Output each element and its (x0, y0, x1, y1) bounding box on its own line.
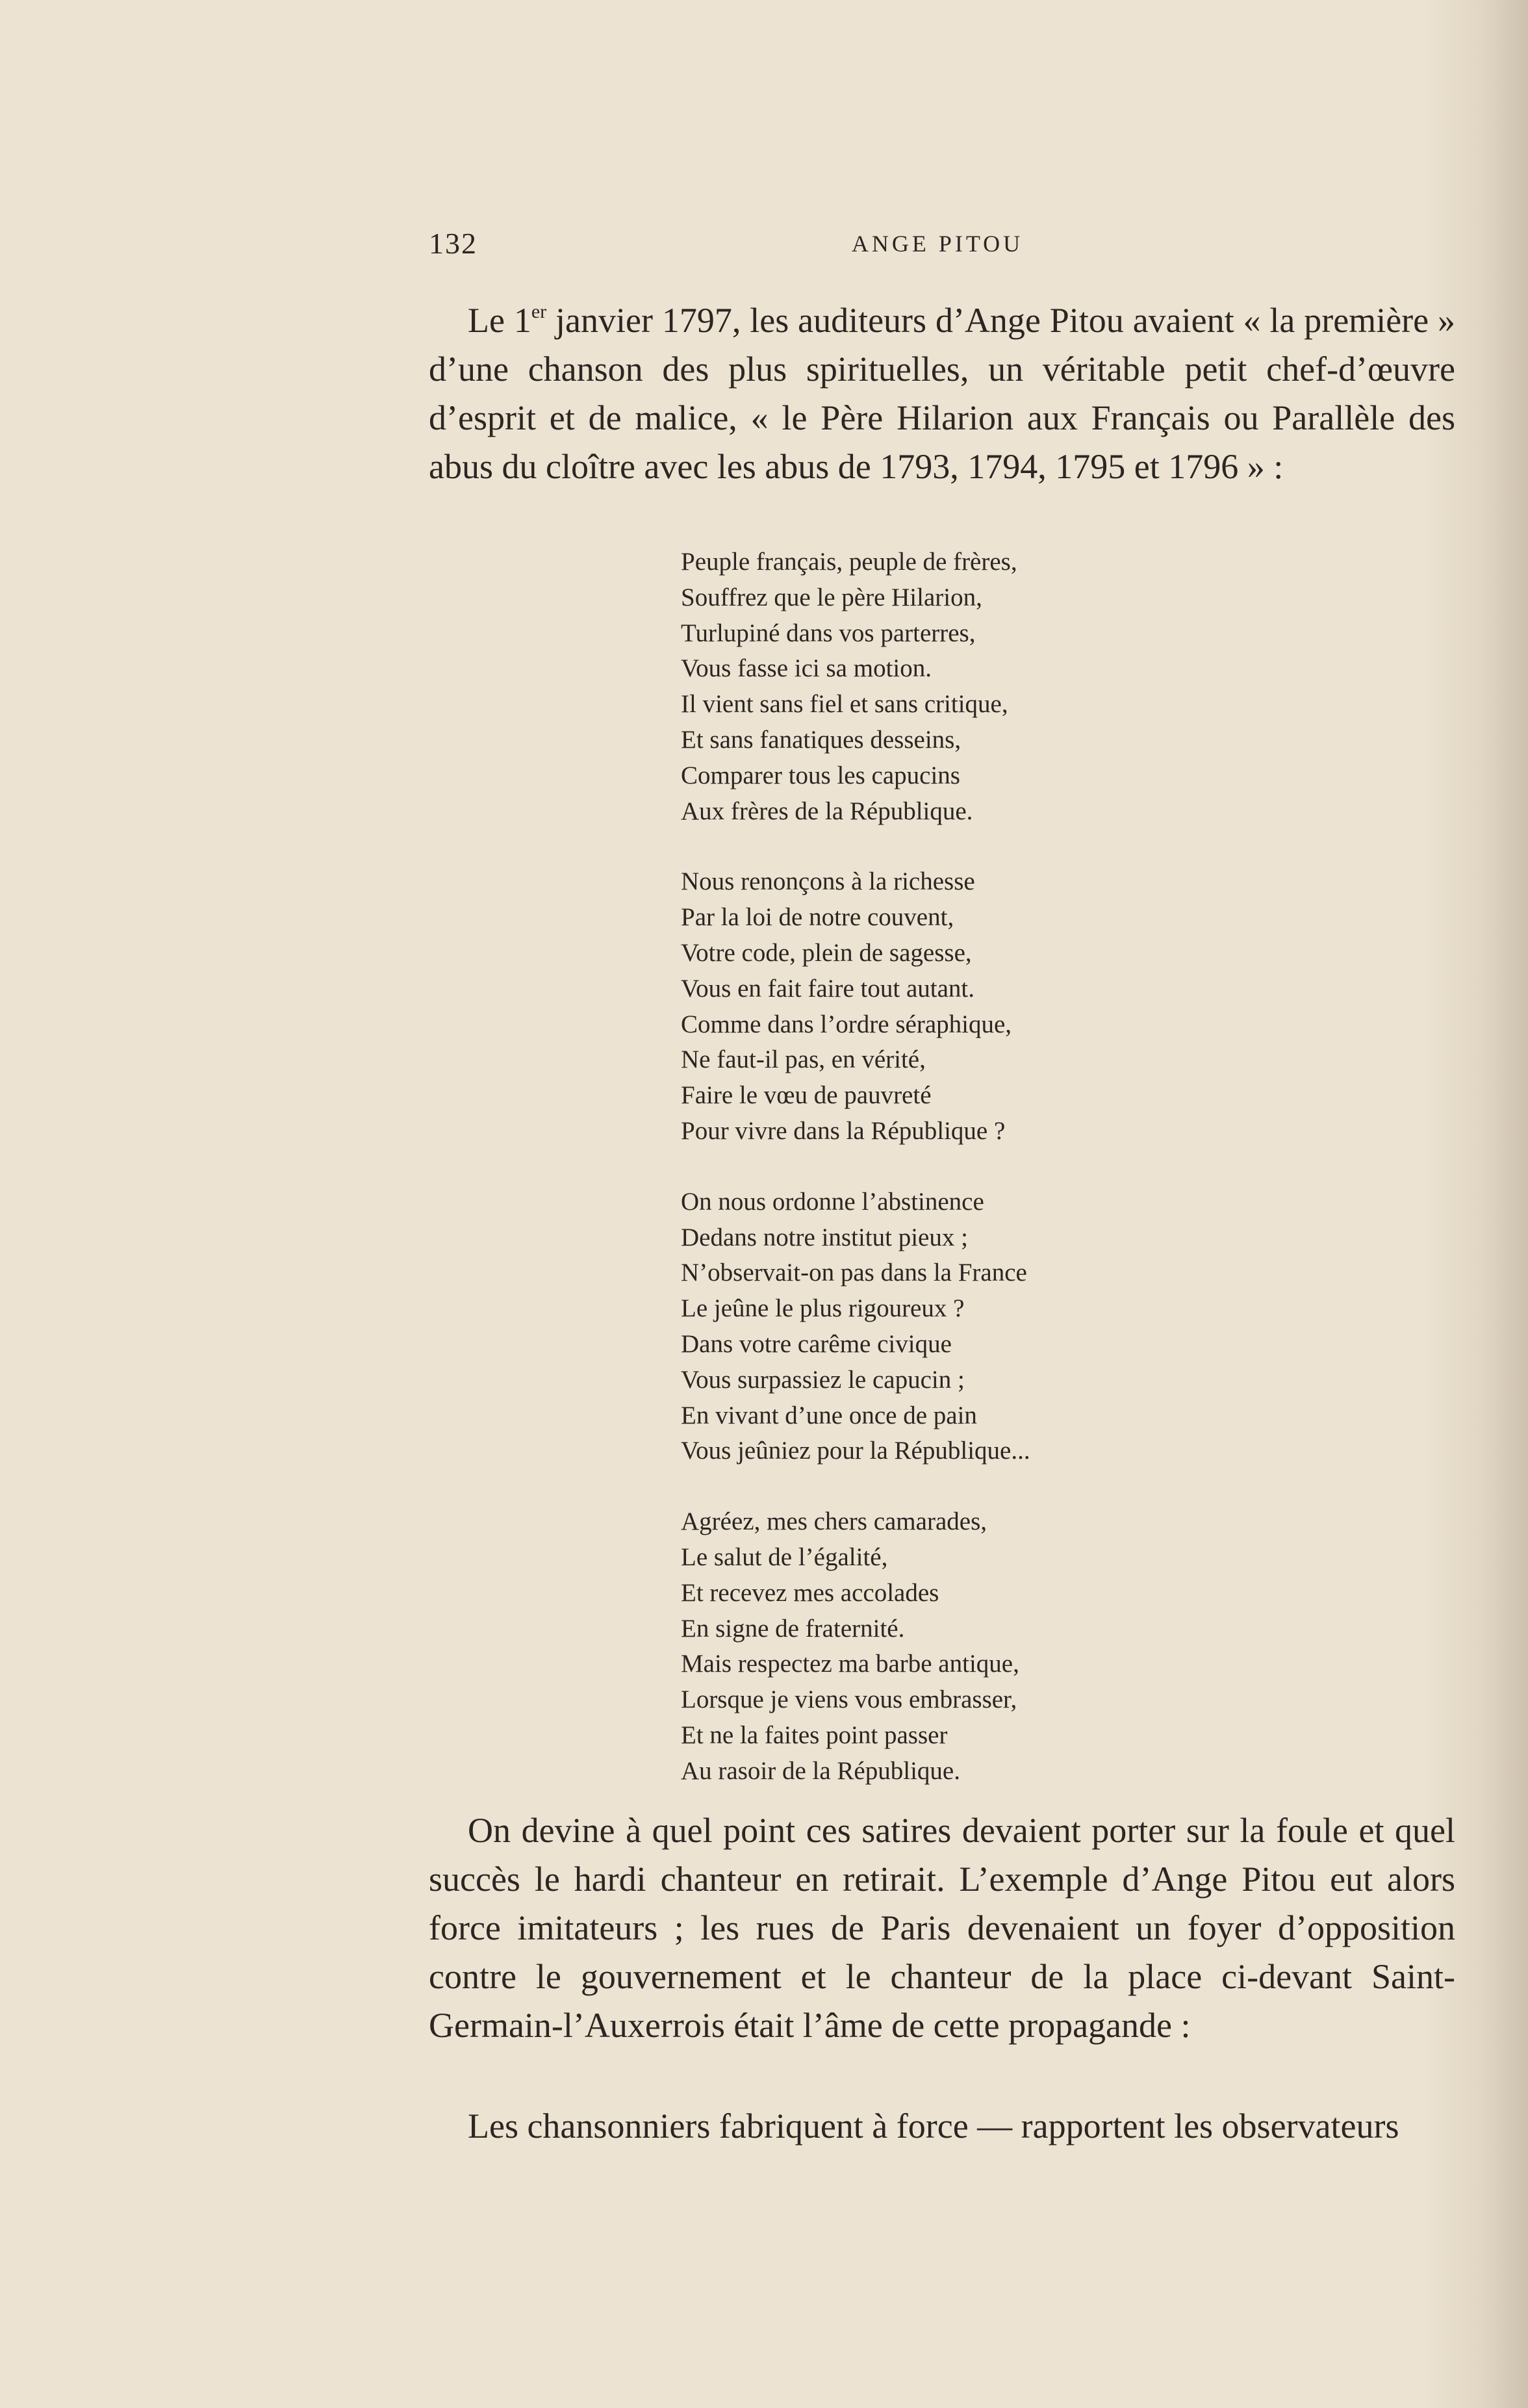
verse-line: Dans votre carême civique (681, 1329, 952, 1358)
verse-line: Et ne la faites point passer (681, 1721, 948, 1749)
stanza-3 (681, 1185, 1266, 1469)
verse-line: Faire le vœu de pauvreté (681, 1081, 932, 1110)
verse-line: Comparer tous les capucins (681, 761, 960, 789)
poem (681, 544, 1266, 1825)
intro-paragraph-text (429, 296, 1455, 491)
verse-line: En vivant d’une once de pain (681, 1401, 977, 1429)
verse-line: Vous jeûniez pour la République... (681, 1437, 1030, 1465)
intro-text-start: Le 1 (468, 301, 531, 340)
verse-line: Agréez, mes chers camarades, (681, 1507, 987, 1536)
verse-line: Dedans notre institut pieux ; (681, 1223, 968, 1251)
verse-line: Souffrez que le père Hilarion, (681, 583, 982, 611)
closing-paragraph-text: On devine à quel point ces satires devaient porter sur la foule et quel succès le hardi chanteur en retirait. L’exemple d’Ange Pitou eut alors force imitateurs ; les rues de Paris devenaient un foyer d’opposition contre le gouvernement et le chanteur de la place ci-devant Saint-Germain-l’Auxerrois était l’âme de cette propagande : (429, 1811, 1455, 2045)
verse-line: Aux frères de la République. (681, 797, 973, 825)
verse-line: Vous en fait faire tout autant. (681, 974, 974, 1003)
verse-line: Comme dans l’ordre séraphique, (681, 1010, 1012, 1038)
stanza-2 (681, 864, 1266, 1149)
page-number: 132 (429, 227, 478, 260)
verse-line: Ne faut-il pas, en vérité, (681, 1045, 926, 1074)
verse-line: Nous renonçons à la richesse (681, 867, 975, 896)
verse-line: En signe de fraternité. (681, 1614, 905, 1643)
intro-paragraph (429, 296, 1455, 491)
verse-line: Votre code, plein de sagesse, (681, 938, 972, 967)
verse-line: On nous ordonne l’abstinence (681, 1187, 984, 1216)
verse-line: Vous surpassiez le capucin ; (681, 1365, 965, 1394)
verse-line: Il vient sans fiel et sans critique, (681, 690, 1008, 719)
intro-text-rest: janvier 1797, les auditeurs d’Ange Pitou avaient « la première » d’une chanson des plus spirituelles, un véritable petit chef-d’œuvre d’esprit et de malice, « le Père Hilarion aux Français ou Parallèle des abus du cloître avec les abus de 1793, 1794, 1795 et 1796 » : (429, 301, 1455, 486)
final-line-text: Les chansonniers fabriquent à force — rapportent les observateurs (468, 2107, 1399, 2145)
verse-line: Pour vivre dans la République ? (681, 1116, 1006, 1145)
verse-line: N’observait-on pas dans la France (681, 1259, 1027, 1287)
verse-line: Mais respectez ma barbe antique, (681, 1650, 1019, 1678)
verse-line: Par la loi de notre couvent, (681, 903, 954, 932)
stanza-4 (681, 1504, 1266, 1789)
final-line (429, 2102, 1468, 2151)
running-head (429, 226, 1446, 265)
verse-line: Peuple français, peuple de frères, (681, 548, 1017, 576)
running-title: ANGE PITOU (851, 231, 1024, 257)
verse-line: Lorsque je viens vous embrasser, (681, 1685, 1017, 1714)
verse-line: Vous fasse ici sa motion. (681, 654, 932, 683)
verse-line: Le salut de l’égalité, (681, 1543, 888, 1571)
verse-line: Au rasoir de la République. (681, 1756, 960, 1785)
verse-line: Et recevez mes accolades (681, 1578, 939, 1607)
ordinal-superscript: er (531, 301, 547, 322)
verse-line: Turlupiné dans vos parterres, (681, 619, 976, 647)
closing-paragraph (429, 1806, 1455, 2050)
verse-line: Le jeûne le plus rigoureux ? (681, 1294, 965, 1323)
stanza-1 (681, 544, 1266, 829)
verse-line: Et sans fanatiques desseins, (681, 725, 961, 754)
